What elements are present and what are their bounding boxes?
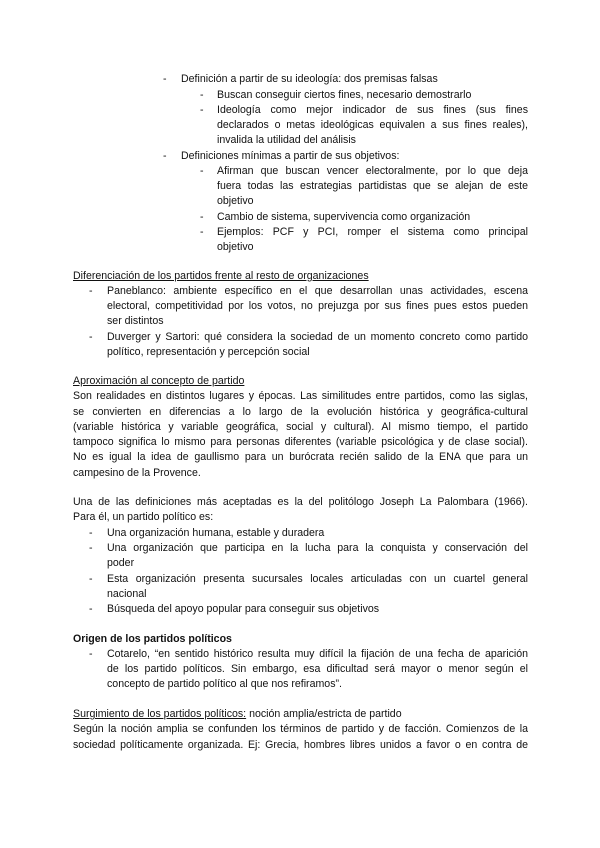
paragraph-line: No es igual la idea de gaullismo para un burócrata recién salido de la ENA que para un: [73, 451, 528, 463]
sub-list-item: Buscan conseguir ciertos fines, necesario demostrarlo: [217, 89, 472, 101]
sub-list-item-cont: declarados o metas ideológicas equivalen a sus fines reales),: [217, 119, 528, 131]
paragraph-line: Una de las definiciones más aceptadas es la del politólogo Joseph La Palombara (1966).: [73, 496, 528, 508]
list-item: Esta organización presenta sucursales locales articuladas con un cuartel general: [107, 573, 528, 585]
paragraph-line: Son realidades en distintos lugares y épocas. Las similitudes entre partidos, como las siglas,: [73, 390, 528, 402]
list-item-cont: concepto de partido político al que nos refiramos”.: [107, 678, 342, 690]
list-dash: -: [89, 648, 93, 660]
paragraph-line: sociedad políticamente organizada. Ej: Grecia, hombres libres unidos a favor o en contra de: [73, 739, 528, 751]
list-item: Búsqueda del apoyo popular para conseguir sus objetivos: [107, 603, 380, 615]
list-item: Definición a partir de su ideología: dos premisas falsas: [181, 73, 438, 85]
section-heading: Diferenciación de los partidos frente al resto de organizaciones: [73, 270, 369, 282]
list-item: Una organización que participa en la lucha para la conquista y conservación del: [107, 542, 528, 554]
list-dash: -: [163, 150, 167, 162]
list-dash: -: [200, 211, 204, 223]
list-item-cont: nacional: [107, 588, 147, 600]
list-item-cont: de los partido políticos. Sin embargo, esa dificultad será mayor o menor según el: [107, 663, 528, 675]
list-dash: -: [89, 331, 93, 343]
sub-list-item: Ejemplos: PCF y PCI, romper el sistema como principal: [217, 226, 528, 238]
section-heading: Surgimiento de los partidos políticos:: [73, 708, 247, 720]
paragraph-line: tampoco significa lo mismo para personas diferentes (variable psicológica y de clase social).: [73, 436, 528, 448]
list-item: Paneblanco: ambiente específico en el que desarrollan unas actividades, escena: [107, 285, 528, 297]
sub-list-item-cont: objetivo: [217, 241, 254, 253]
sub-list-item-cont: invalida la utilidad del análisis: [217, 134, 356, 146]
list-item: Definiciones mínimas a partir de sus objetivos:: [181, 150, 400, 162]
list-item: Cotarelo, “en sentido histórico resulta muy difícil la fijación de una fecha de aparición: [107, 648, 528, 660]
section-heading-line: [73, 707, 402, 723]
list-item: Duverger y Sartori: qué considera la sociedad de un momento concreto como partido: [107, 331, 528, 343]
list-dash: -: [89, 573, 93, 585]
sub-list-item: Afirman que buscan vencer electoralmente, por lo que deja: [217, 165, 528, 177]
list-dash: -: [163, 73, 167, 85]
list-item-cont: electoral, competitividad por los votos, no prejuzga por sus fines pues estos pueden: [107, 300, 528, 312]
sub-list-item: Cambio de sistema, supervivencia como organización: [217, 211, 471, 223]
list-dash: -: [89, 527, 93, 539]
sub-list-item-cont: objetivo: [217, 195, 254, 207]
list-dash: -: [200, 104, 204, 116]
sub-list-item: Ideología como mejor indicador de sus fines (sus fines: [217, 104, 528, 116]
list-dash: -: [89, 603, 93, 615]
list-dash: -: [200, 89, 204, 101]
paragraph-line: Según la noción amplia se confunden los términos de partido y de facción. Comienzos de la: [73, 723, 528, 735]
list-dash: -: [89, 542, 93, 554]
section-heading-rest: noción amplia/estricta de partido: [246, 708, 402, 720]
list-item-cont: ser distintos: [107, 315, 164, 327]
paragraph-line: se convierten en diferencias a lo largo de la evolución histórica y geográfica-cultural: [73, 406, 528, 418]
list-dash: -: [89, 285, 93, 297]
list-item-cont: poder: [107, 557, 135, 569]
paragraph-line: (variable histórica y variable geográfica, social y cultural). Al mismo tiempo, el partido: [73, 421, 528, 433]
list-dash: -: [200, 165, 204, 177]
list-dash: -: [200, 226, 204, 238]
section-heading: Aproximación al concepto de partido: [73, 375, 245, 387]
paragraph-line: campesino de la Provence.: [73, 467, 201, 479]
paragraph-line: Para él, un partido político es:: [73, 511, 214, 523]
list-item: Una organización humana, estable y duradera: [107, 527, 325, 539]
list-item-cont: político, representación y percepción social: [107, 346, 310, 358]
sub-list-item-cont: fuera todas las estrategias partidistas que se alejan de este: [217, 180, 528, 192]
section-heading: Origen de los partidos políticos: [73, 633, 232, 645]
